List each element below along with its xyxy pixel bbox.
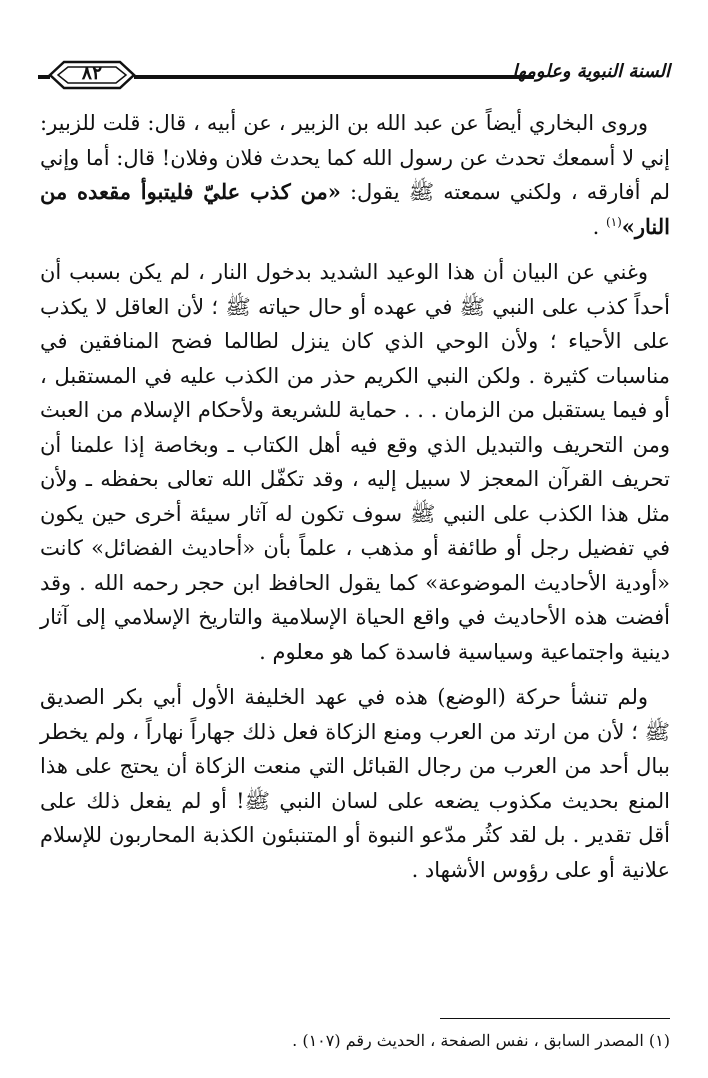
paragraph-2 — [40, 255, 670, 669]
paragraph-3 — [40, 680, 670, 887]
main-text — [40, 106, 670, 898]
paragraph-1 — [40, 106, 670, 244]
footnote-ref: (١) — [605, 214, 622, 229]
hadith-quote: «من كذب عليّ فليتبوأ مقعده من النار» — [40, 179, 670, 239]
running-title: السنة النبوية وعلومها — [512, 61, 670, 82]
footnote-separator — [440, 1018, 670, 1019]
footnote: (١) المصدر السابق ، نفس الصفحة ، الحديث رقم (١٠٧) . — [292, 1031, 670, 1050]
paragraph-2-text: وغني عن البيان أن هذا الوعيد الشديد بدخول النار ، لم يكن بسبب أن أحداً كذب على النبي ﷺ في عهده أو حال حياته ﷺ ؛ لأن العاقل لا يكذب على الأحياء ؛ ولأن الوحي الذي كان ينزل لطالما فضح المنافقين في مناسبات كثيرة . ولكن النبي الكريم حذر من الكذب عليه في المستقبل ، أو فيما يستقبل من الزمان . . . حماية للشريعة ولأحكام الإسلام من العبث ومن التحريف والتبديل الذي وقع فيه أهل الكتاب ـ وبخاصة إذا علمنا أن تحريف القرآن المعجز لا سبيل إليه ، وقد تكفّل الله تعالى بحفظه ـ ولأن مثل هذا الكذب على النبي ﷺ سوف تكون له آثار سيئة أخرى حين يكون في تفضيل رجل أو طائفة أو مذهب ، علماً بأن «أحاديث الفضائل» كانت «أودية الأحاديث الموضوعة» كما يقول الحافظ ابن حجر رحمه الله . وقد أفضت هذه الأحاديث في واقع الحياة الإسلامية والتاريخ الإسلامي إلى آثار دينية واجتماعية وسياسية فاسدة كما هو معلوم . — [40, 260, 670, 664]
paragraph-1-end: . — [592, 214, 606, 239]
page-number: ٨٢ — [81, 62, 103, 84]
paragraph-1-text: وروى البخاري أيضاً عن عبد الله بن الزبير ، عن أبيه ، قال: قلت للزبير: إني لا أسمعك تحدث عن رسول الله كما يحدث فلان وفلان! قال: أما وإني لم أفارقه ، ولكني سمعته ﷺ يقول: — [40, 111, 671, 204]
paragraph-3-text: ولم تنشأ حركة (الوضع) هذه في عهد الخليفة الأول أبي بكر الصديق ﷺ ؛ لأن من ارتد من العرب ومنع الزكاة فعل ذلك جهاراً نهاراً ، ولم يخطر ببال أحد من العرب من رجال القبائل التي منعت الزكاة أن يحتج على هذا المنع بحديث مكذوب يضعه على لسان النبي ﷺ! أو لم يفعل ذلك على أقل تقدير . بل لقد كثُر مدّعو النبوة أو المتنبئون الكذبة المحاربون للإسلام علانية أو على رؤوس الأشهاد . — [40, 685, 671, 882]
page-header — [38, 58, 670, 92]
header-rule-right — [134, 75, 534, 79]
